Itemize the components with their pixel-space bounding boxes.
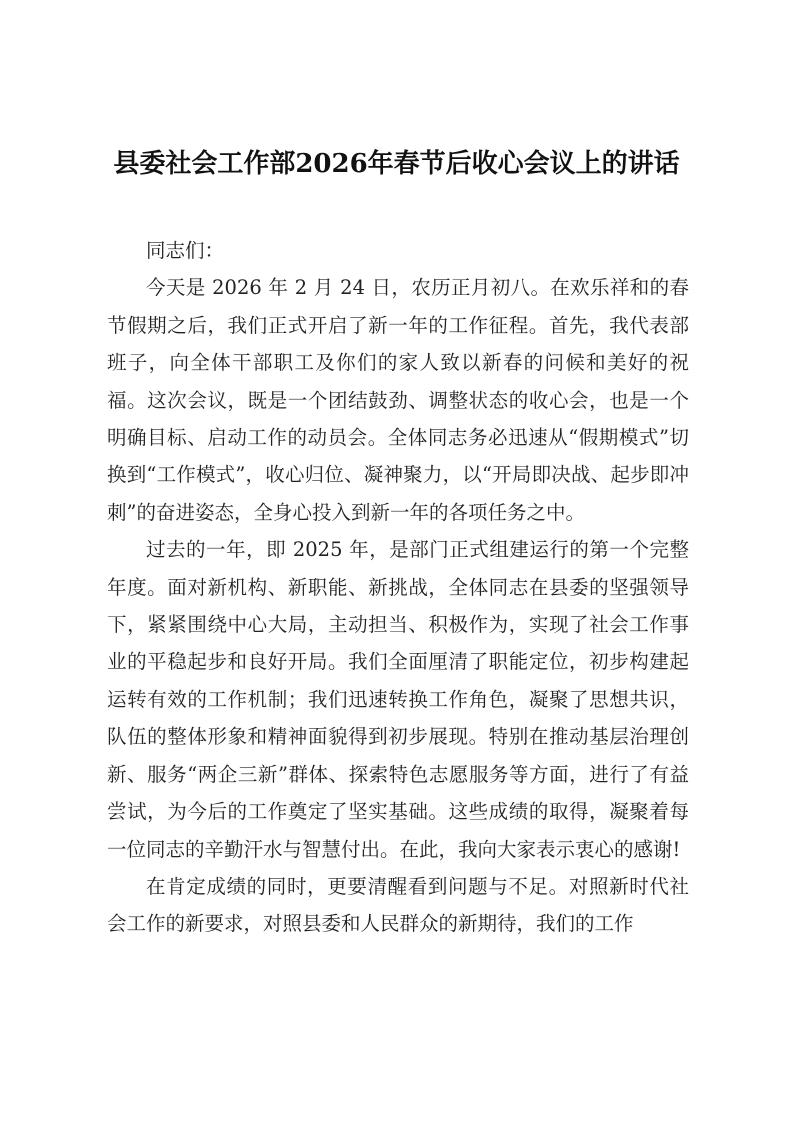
body-paragraph: 在肯定成绩的同时，更要清醒看到问题与不足。对照新时代社会工作的新要求，对照县委和人民群众的新期待，我们的工作 [107, 874, 689, 936]
document-body [107, 232, 689, 943]
body-paragraph: 过去的一年，即 2025 年，是部门正式组建运行的第一个完整年度。面对新机构、新职能、新挑战，全体同志在县委的坚强领导下，紧紧围绕中心大局，主动担当、积极作为，实现了社会工作事业的平稳起步和良好开局。我们全面厘清了职能定位，初步构建起运转有效的工作机制；我们迅速转换工作角色，凝聚了思想共识，队伍的整体形象和精神面貌得到初步展现。特别在推动基层治理创新、服务“两企三新”群体、探索特色志愿服务等方面，进行了有益尝试，为今后的工作奠定了坚实基础。这些成绩的取得，凝聚着每一位同志的辛勤汗水与智慧付出。在此，我向大家表示衷心的感谢! [107, 538, 689, 861]
document-title: 县委社会工作部2026年春节后收心会议上的讲话 [113, 149, 680, 179]
body-paragraph: 今天是 2026 年 2 月 24 日，农历正月初八。在欢乐祥和的春节假期之后，我们正式开启了新一年的工作征程。首先，我代表部班子，向全体干部职工及你们的家人致以新春的问候和美好的祝福。这次会议，既是一个团结鼓劲、调整状态的收心会，也是一个明确目标、启动工作的动员会。全体同志务必迅速从“假期模式”切换到“工作模式”，收心归位、凝神聚力，以“开局即决战、起步即冲刺”的奋进姿态，全身心投入到新一年的各项任务之中。 [107, 276, 689, 524]
salutation-paragraph: 同志们： [146, 239, 225, 262]
